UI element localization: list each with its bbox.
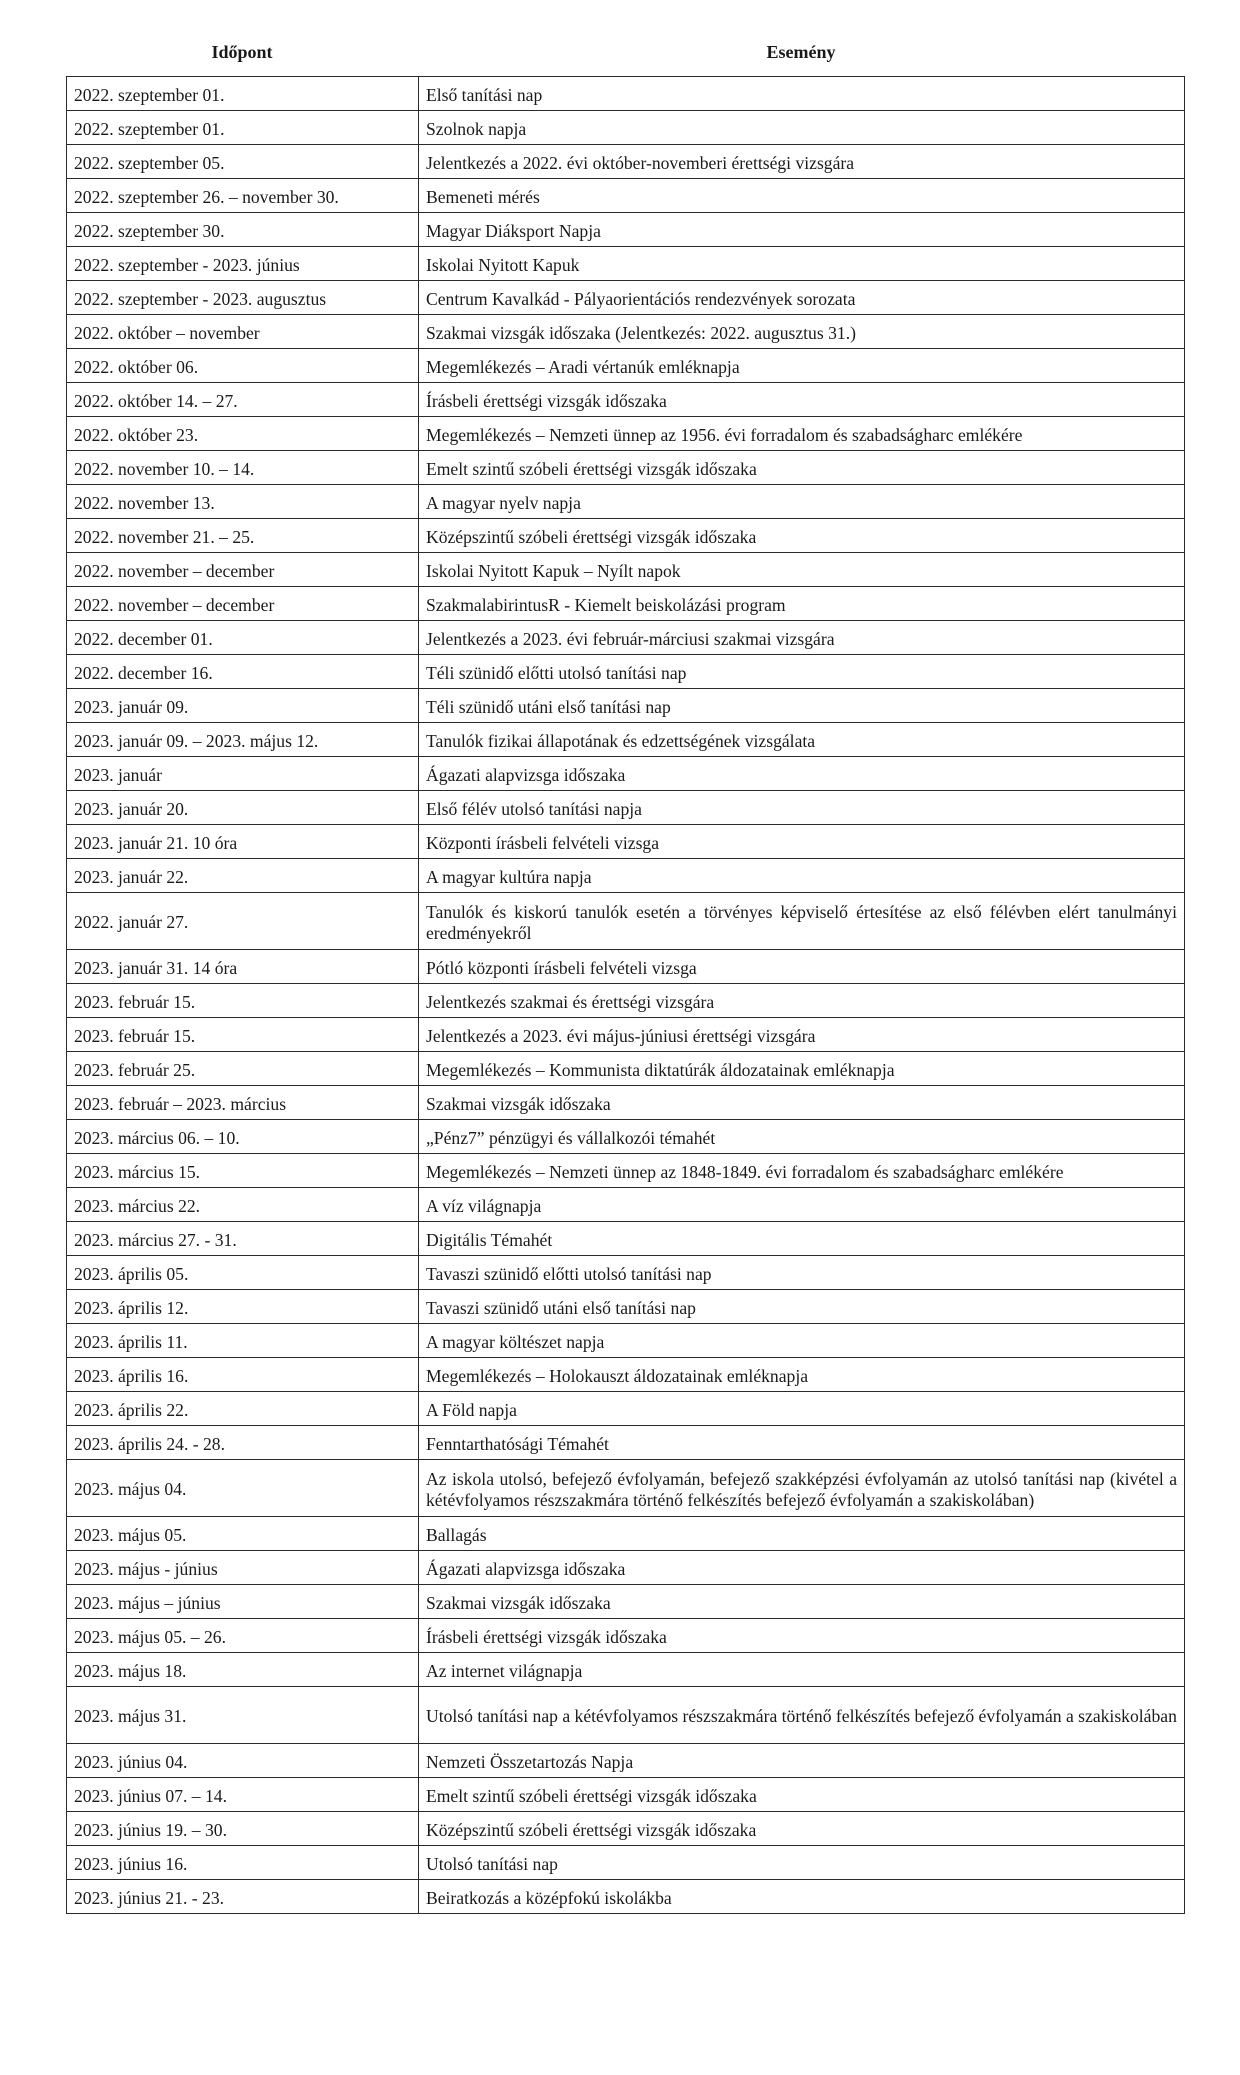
- event-cell: A Föld napja: [419, 1392, 1185, 1426]
- event-cell: Első tanítási nap: [419, 77, 1185, 111]
- date-cell: 2022. október 14. – 27.: [67, 383, 419, 417]
- date-cell: 2022. szeptember 01.: [67, 111, 419, 145]
- header-event: Esemény: [766, 41, 836, 62]
- event-cell: Megemlékezés – Nemzeti ünnep az 1956. évi forradalom és szabadságharc emlékére: [419, 417, 1185, 451]
- event-cell: Szakmai vizsgák időszaka: [419, 1585, 1185, 1619]
- date-cell: 2023. április 24. - 28.: [67, 1426, 419, 1460]
- table-row: [67, 111, 1185, 145]
- table-row: [67, 281, 1185, 315]
- event-cell: A magyar kultúra napja: [419, 859, 1185, 893]
- event-cell: Jelentkezés a 2022. évi október-novemberi érettségi vizsgára: [419, 145, 1185, 179]
- event-cell: Tavaszi szünidő utáni első tanítási nap: [419, 1290, 1185, 1324]
- date-cell: 2023. június 07. – 14.: [67, 1778, 419, 1812]
- table-row: [67, 485, 1185, 519]
- header-date: Időpont: [211, 41, 273, 62]
- event-cell: Digitális Témahét: [419, 1222, 1185, 1256]
- event-cell: Szakmai vizsgák időszaka (Jelentkezés: 2022. augusztus 31.): [419, 315, 1185, 349]
- event-cell: Emelt szintű szóbeli érettségi vizsgák időszaka: [419, 1778, 1185, 1812]
- event-cell: Szolnok napja: [419, 111, 1185, 145]
- table-row: [67, 723, 1185, 757]
- date-cell: 2023. január 20.: [67, 791, 419, 825]
- date-cell: 2023. február 25.: [67, 1052, 419, 1086]
- table-row: [67, 621, 1185, 655]
- date-cell: 2022. november – december: [67, 553, 419, 587]
- date-cell: 2023. január 22.: [67, 859, 419, 893]
- date-cell: 2023. január 21. 10 óra: [67, 825, 419, 859]
- table-row: [67, 383, 1185, 417]
- date-cell: 2022. szeptember - 2023. augusztus: [67, 281, 419, 315]
- table-row: [67, 1812, 1185, 1846]
- date-cell: 2023. március 06. – 10.: [67, 1120, 419, 1154]
- date-cell: 2022. december 01.: [67, 621, 419, 655]
- table-row: [67, 1778, 1185, 1812]
- date-cell: 2023. május 04.: [67, 1460, 419, 1517]
- event-cell: Ágazati alapvizsga időszaka: [419, 1551, 1185, 1585]
- date-cell: 2023. január 31. 14 óra: [67, 950, 419, 984]
- date-cell: 2023. május 05. – 26.: [67, 1619, 419, 1653]
- date-cell: 2022. október 06.: [67, 349, 419, 383]
- table-row: [67, 1551, 1185, 1585]
- date-cell: 2023. május 18.: [67, 1653, 419, 1687]
- table-row: [67, 825, 1185, 859]
- date-cell: 2022. november 10. – 14.: [67, 451, 419, 485]
- event-cell: Utolsó tanítási nap a kétévfolyamos részszakmára történő felkészítés befejező évfolyamán a szakiskolában: [419, 1687, 1185, 1744]
- event-cell: Iskolai Nyitott Kapuk – Nyílt napok: [419, 553, 1185, 587]
- table-row: [67, 1290, 1185, 1324]
- events-table: [66, 76, 1185, 1914]
- table-row: [67, 791, 1185, 825]
- event-cell: Az internet világnapja: [419, 1653, 1185, 1687]
- date-cell: 2023. február – 2023. március: [67, 1086, 419, 1120]
- table-row: [67, 1687, 1185, 1744]
- date-cell: 2023. január 09. – 2023. május 12.: [67, 723, 419, 757]
- event-cell: Ágazati alapvizsga időszaka: [419, 757, 1185, 791]
- date-cell: 2022. november 21. – 25.: [67, 519, 419, 553]
- table-row: [67, 247, 1185, 281]
- date-cell: 2023. május - június: [67, 1551, 419, 1585]
- event-cell: Magyar Diáksport Napja: [419, 213, 1185, 247]
- event-cell: Pótló központi írásbeli felvételi vizsga: [419, 950, 1185, 984]
- event-cell: Írásbeli érettségi vizsgák időszaka: [419, 1619, 1185, 1653]
- event-cell: A magyar nyelv napja: [419, 485, 1185, 519]
- event-cell: Tavaszi szünidő előtti utolsó tanítási nap: [419, 1256, 1185, 1290]
- date-cell: 2022. november – december: [67, 587, 419, 621]
- table-row: [67, 179, 1185, 213]
- event-cell: Középszintű szóbeli érettségi vizsgák időszaka: [419, 1812, 1185, 1846]
- event-cell: Tanulók és kiskorú tanulók esetén a törvényes képviselő értesítése az első félévben elért tanulmányi eredményekről: [419, 893, 1185, 950]
- event-cell: SzakmalabirintusR - Kiemelt beiskolázási program: [419, 587, 1185, 621]
- event-cell: Utolsó tanítási nap: [419, 1846, 1185, 1880]
- table-row: [67, 1052, 1185, 1086]
- table-row: [67, 689, 1185, 723]
- table-row: [67, 655, 1185, 689]
- table-row: [67, 1188, 1185, 1222]
- table-row: [67, 893, 1185, 950]
- date-cell: 2023. március 27. - 31.: [67, 1222, 419, 1256]
- table-row: [67, 1324, 1185, 1358]
- date-cell: 2023. június 04.: [67, 1744, 419, 1778]
- event-cell: Bemeneti mérés: [419, 179, 1185, 213]
- event-cell: Első félév utolsó tanítási napja: [419, 791, 1185, 825]
- table-row: [67, 950, 1185, 984]
- table-row: [67, 451, 1185, 485]
- event-cell: Nemzeti Összetartozás Napja: [419, 1744, 1185, 1778]
- event-cell: Középszintű szóbeli érettségi vizsgák időszaka: [419, 519, 1185, 553]
- table-row: [67, 77, 1185, 111]
- table-row: [67, 1018, 1185, 1052]
- table-row: [67, 553, 1185, 587]
- event-cell: A víz világnapja: [419, 1188, 1185, 1222]
- table-row: [67, 1222, 1185, 1256]
- date-cell: 2023. május – június: [67, 1585, 419, 1619]
- event-cell: Téli szünidő előtti utolsó tanítási nap: [419, 655, 1185, 689]
- event-cell: Megemlékezés – Aradi vértanúk emléknapja: [419, 349, 1185, 383]
- date-cell: 2022. szeptember 01.: [67, 77, 419, 111]
- table-row: [67, 1653, 1185, 1687]
- event-cell: Szakmai vizsgák időszaka: [419, 1086, 1185, 1120]
- table-row: [67, 1392, 1185, 1426]
- school-calendar-document: [66, 28, 1184, 1914]
- table-row: [67, 1744, 1185, 1778]
- date-cell: 2022. november 13.: [67, 485, 419, 519]
- event-cell: Megemlékezés – Kommunista diktatúrák áldozatainak emléknapja: [419, 1052, 1185, 1086]
- event-cell: Emelt szintű szóbeli érettségi vizsgák időszaka: [419, 451, 1185, 485]
- event-cell: Ballagás: [419, 1517, 1185, 1551]
- date-cell: 2023. április 12.: [67, 1290, 419, 1324]
- table-row: [67, 1256, 1185, 1290]
- date-cell: 2022. szeptember 26. – november 30.: [67, 179, 419, 213]
- table-row: [67, 1880, 1185, 1914]
- date-cell: 2023. április 16.: [67, 1358, 419, 1392]
- event-cell: Megemlékezés – Holokauszt áldozatainak emléknapja: [419, 1358, 1185, 1392]
- event-cell: Jelentkezés a 2023. évi május-júniusi érettségi vizsgára: [419, 1018, 1185, 1052]
- date-cell: 2022. szeptember - 2023. június: [67, 247, 419, 281]
- table-row: [67, 1154, 1185, 1188]
- table-row: [67, 1585, 1185, 1619]
- date-cell: 2023. március 22.: [67, 1188, 419, 1222]
- event-cell: Az iskola utolsó, befejező évfolyamán, befejező szakképzési évfolyamán az utolsó tanítási nap (kivétel a kétévfolyamos részszakmára történő felkészítés befejező évfolyamán a szakiskolában): [419, 1460, 1185, 1517]
- table-row: [67, 984, 1185, 1018]
- event-cell: Jelentkezés a 2023. évi február-márciusi szakmai vizsgára: [419, 621, 1185, 655]
- date-cell: 2023. június 19. – 30.: [67, 1812, 419, 1846]
- event-cell: „Pénz7” pénzügyi és vállalkozói témahét: [419, 1120, 1185, 1154]
- date-cell: 2023. június 21. - 23.: [67, 1880, 419, 1914]
- event-cell: Iskolai Nyitott Kapuk: [419, 247, 1185, 281]
- event-cell: A magyar költészet napja: [419, 1324, 1185, 1358]
- event-cell: Írásbeli érettségi vizsgák időszaka: [419, 383, 1185, 417]
- date-cell: 2023. április 11.: [67, 1324, 419, 1358]
- table-row: [67, 859, 1185, 893]
- table-row: [67, 145, 1185, 179]
- event-cell: Központi írásbeli felvételi vizsga: [419, 825, 1185, 859]
- table-row: [67, 757, 1185, 791]
- table-header: [66, 28, 1184, 76]
- table-row: [67, 1619, 1185, 1653]
- date-cell: 2023. február 15.: [67, 1018, 419, 1052]
- date-cell: 2023. január 09.: [67, 689, 419, 723]
- date-cell: 2023. május 31.: [67, 1687, 419, 1744]
- date-cell: 2022. október – november: [67, 315, 419, 349]
- event-cell: Fenntarthatósági Témahét: [419, 1426, 1185, 1460]
- date-cell: 2023. április 05.: [67, 1256, 419, 1290]
- date-cell: 2023. március 15.: [67, 1154, 419, 1188]
- table-row: [67, 1358, 1185, 1392]
- date-cell: 2022. december 16.: [67, 655, 419, 689]
- event-cell: Tanulók fizikai állapotának és edzettségének vizsgálata: [419, 723, 1185, 757]
- table-row: [67, 1846, 1185, 1880]
- date-cell: 2022. október 23.: [67, 417, 419, 451]
- event-cell: Centrum Kavalkád - Pályaorientációs rendezvények sorozata: [419, 281, 1185, 315]
- date-cell: 2023. február 15.: [67, 984, 419, 1018]
- table-row: [67, 587, 1185, 621]
- table-row: [67, 417, 1185, 451]
- table-row: [67, 1460, 1185, 1517]
- date-cell: 2023. május 05.: [67, 1517, 419, 1551]
- table-row: [67, 213, 1185, 247]
- date-cell: 2022. szeptember 05.: [67, 145, 419, 179]
- date-cell: 2023. április 22.: [67, 1392, 419, 1426]
- date-cell: 2023. június 16.: [67, 1846, 419, 1880]
- table-row: [67, 1120, 1185, 1154]
- table-row: [67, 1086, 1185, 1120]
- date-cell: 2023. január: [67, 757, 419, 791]
- date-cell: 2022. január 27.: [67, 893, 419, 950]
- event-cell: Beiratkozás a középfokú iskolákba: [419, 1880, 1185, 1914]
- table-row: [67, 519, 1185, 553]
- event-cell: Megemlékezés – Nemzeti ünnep az 1848-1849. évi forradalom és szabadságharc emlékére: [419, 1154, 1185, 1188]
- date-cell: 2022. szeptember 30.: [67, 213, 419, 247]
- table-row: [67, 1517, 1185, 1551]
- table-row: [67, 1426, 1185, 1460]
- event-cell: Téli szünidő utáni első tanítási nap: [419, 689, 1185, 723]
- event-cell: Jelentkezés szakmai és érettségi vizsgára: [419, 984, 1185, 1018]
- table-row: [67, 349, 1185, 383]
- table-row: [67, 315, 1185, 349]
